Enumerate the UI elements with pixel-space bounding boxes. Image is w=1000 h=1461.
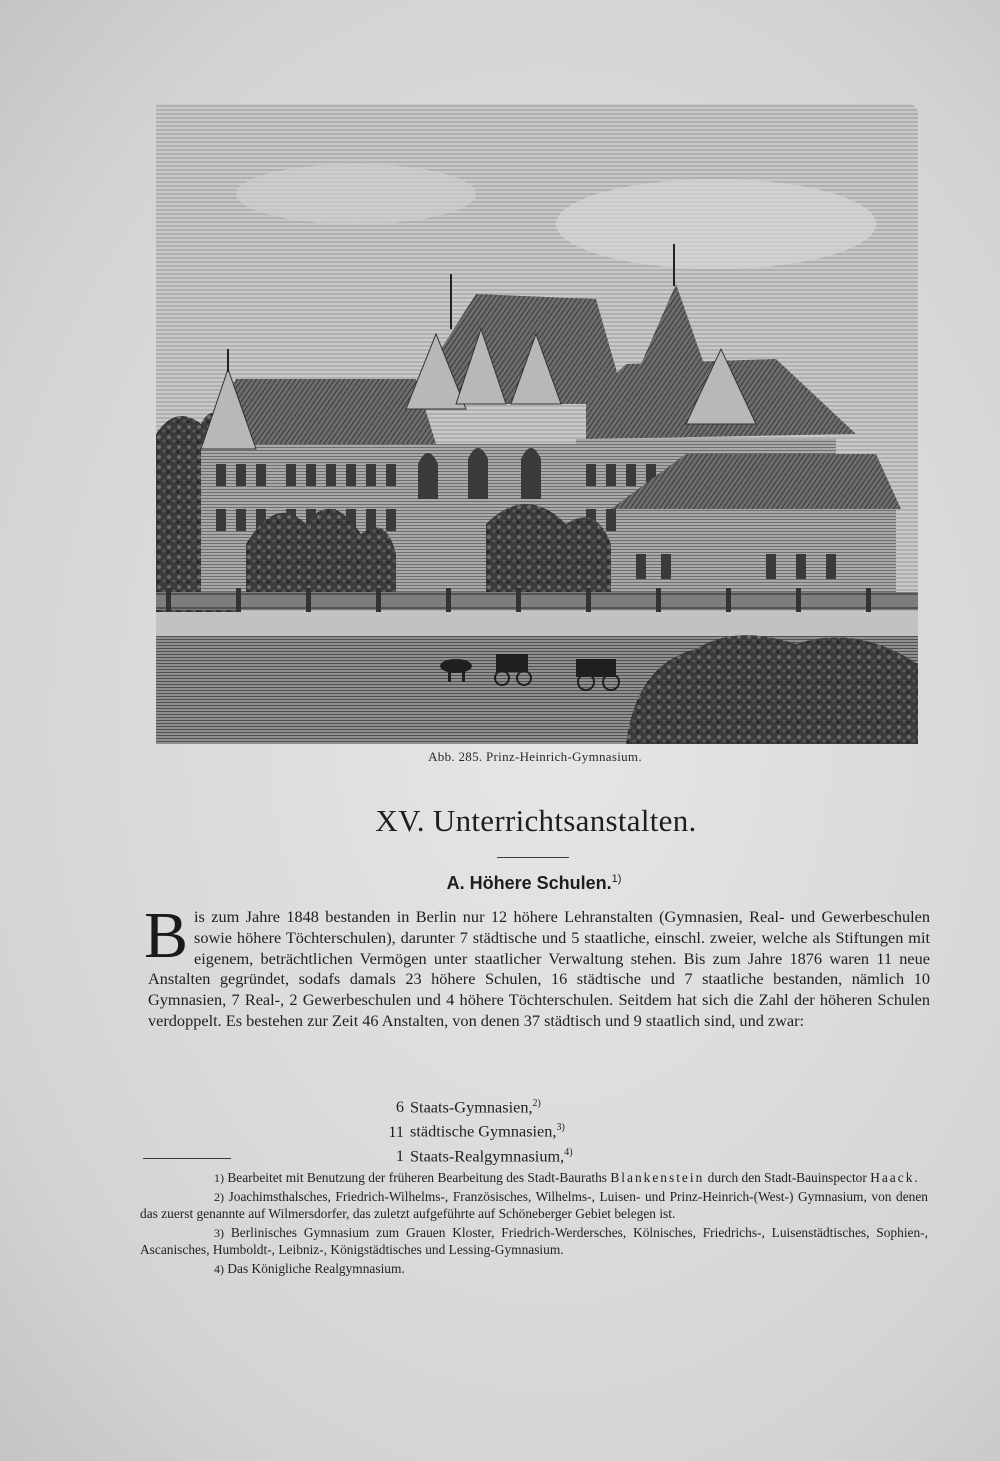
footnote-1: [140, 1170, 928, 1186]
footnote-text: Joachimsthalsches, Friedrich-Wilhelms-, Französisches, Wilhelms-, Luisen- und Prinz-Heinrich-(West-) Gymnasium, von denen das zuerst genannte auf Wilmersdorfer, das zuletzt aufgeführte auf Schöneberger Gebiet belegen ist.: [140, 1189, 928, 1221]
list-item-text: städtische Gymnasien,: [410, 1121, 557, 1141]
footnote-2: [140, 1189, 928, 1222]
list-item: [372, 1117, 573, 1141]
building-engraving: [156, 104, 918, 744]
list-item-note: 2): [532, 1098, 541, 1109]
list-item-number: 1: [395, 1146, 404, 1166]
footnote-text: durch den Stadt-Bauinspector: [707, 1170, 867, 1185]
footnote-name: Haack.: [870, 1170, 920, 1185]
school-list: [372, 1093, 573, 1166]
section-heading: [0, 873, 1000, 894]
list-item-note: 3): [556, 1122, 565, 1134]
list-item-text: Staats-Gymnasien,: [410, 1097, 533, 1117]
section-heading-text: A. Höhere Schulen.: [446, 873, 612, 893]
footnote-mark: 2): [214, 1190, 224, 1205]
list-item-number: 6: [395, 1097, 404, 1117]
footnote-mark: 3): [214, 1226, 224, 1241]
list-item-text: Staats-Realgymnasium,: [410, 1146, 565, 1166]
footnote-text: Bearbeitet mit Benutzung der früheren Bearbeitung des Stadt-Bauraths: [227, 1170, 608, 1185]
body-paragraph: [144, 899, 930, 1032]
list-item: [372, 1093, 573, 1117]
footnote-4: [140, 1261, 928, 1277]
figure-caption: Abb. 285. Prinz-Heinrich-Gymnasium.: [428, 749, 642, 764]
drop-cap: B: [144, 899, 189, 972]
title-divider: [497, 857, 569, 858]
footnote-text: Das Königliche Realgymnasium.: [227, 1261, 405, 1277]
list-item: [372, 1142, 573, 1166]
footnote-divider: [143, 1158, 231, 1159]
section-heading-note: 1): [611, 873, 622, 885]
chapter-title: XV. Unterrichtsanstalten.: [375, 803, 697, 838]
footnotes: [140, 1170, 928, 1280]
body-paragraph-text: is zum Jahre 1848 bestanden in Berlin nur 12 höhere Lehranstalten (Gymnasien, Real- und Gewerbeschulen sowie höhere Töchterschulen), darunter 7 städtische und 5 staatliche, einschl. zweier, welche als Stiftungen mit eigenem, beträchtlichen Vermögen unter staatlicher Verwaltung stehen. Bis zum Jahre 1876 waren 11 neue Anstalten gegründet, sodafs damals 23 höhere Schulen, 16 städtische und 7 staatliche bestanden, nämlich 10 Gymnasien, 7 Real-, 2 Gewerbeschulen und 4 höhere Töchterschulen. Seitdem hat sich die Zahl der höheren Schulen verdoppelt. Es bestehen zur Zeit 46 Anstalten, von denen 37 städtisch und 9 staatlich sind, und zwar:: [148, 907, 930, 1030]
footnote-text: Berlinisches Gymnasium zum Grauen Kloster, Friedrich-Werdersches, Kölnisches, Friedrichs-, Luisenstädtisches, Sophien-, Ascanisches, Humboldt-, Leibniz-, Königstädtisches und Lessing-Gymnasium.: [140, 1225, 928, 1257]
list-item-note: 4): [564, 1146, 573, 1158]
footnote-mark: 1): [214, 1171, 224, 1185]
footnote-3: [140, 1225, 928, 1258]
footnote-mark: 4): [214, 1262, 224, 1277]
footnote-name: Blankenstein: [610, 1170, 705, 1185]
list-item-number: 11: [388, 1121, 404, 1141]
